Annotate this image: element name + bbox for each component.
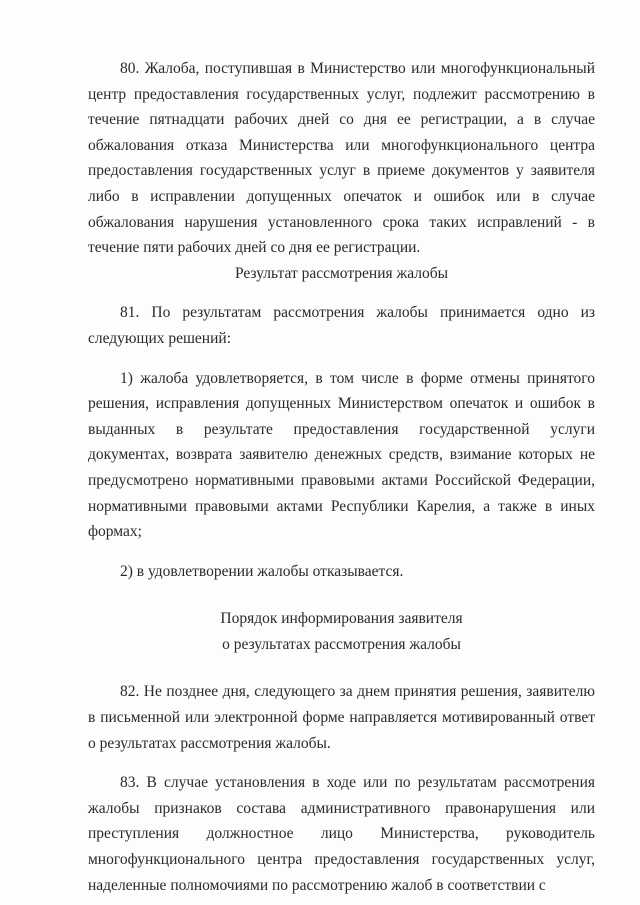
paragraph-81: 81. По результатам рассмотрения жалобы принимается одно из следующих решений: <box>88 304 595 347</box>
section-heading-inform-line1: Порядок информирования заявителя <box>220 610 463 628</box>
section-heading-result: Результат рассмотрения жалобы <box>234 264 449 282</box>
paragraph-80: 80. Жалоба, поступившая в Министерство или многофункциональный центр предоставления государственных услуг, подлежит рассмотрению в течение пятнадцати рабочих дней со дня ее регистрации, а в случае обжалования отказа Министерства или многофункционального центра предоставления государственных услуг в приеме документов у заявителя либо в исправлении допущенных опечаток и ошибок или в случае обжалования нарушения установленного срока таких исправлений - в течение пяти рабочих дней со дня ее регистрации. <box>88 60 595 257</box>
section-heading-inform-line2: о результатах рассмотрения жалобы <box>222 635 461 653</box>
list-item-1: 1) жалоба удовлетворяется, в том числе в форме отмены принятого решения, исправления допущенных Министерством опечаток и ошибок в выданных в результате предоставления государственной услуги документах, возврата заявителю денежных средств, взимание которых не предусмотрено нормативными правовыми актами Российской Федерации, нормативными правовыми актами Республики Карелия, а также в иных формах; <box>88 369 595 541</box>
paragraph-83: 83. В случае установления в ходе или по результатам рассмотрения жалобы признаков состава административного правонарушения или преступления должностное лицо Министерства, руководитель многофункционального центра предоставления государственных услуг, наделенные полномочиями по рассмотрению жалоб в соответствии с <box>88 774 595 894</box>
paragraph-82: 82. Не позднее дня, следующего за днем принятия решения, заявителю в письменной или электронной форме направляется мотивированный ответ о результатах рассмотрения жалобы. <box>88 683 595 752</box>
list-item-2: 2) в удовлетворении жалобы отказывается. <box>120 562 404 580</box>
